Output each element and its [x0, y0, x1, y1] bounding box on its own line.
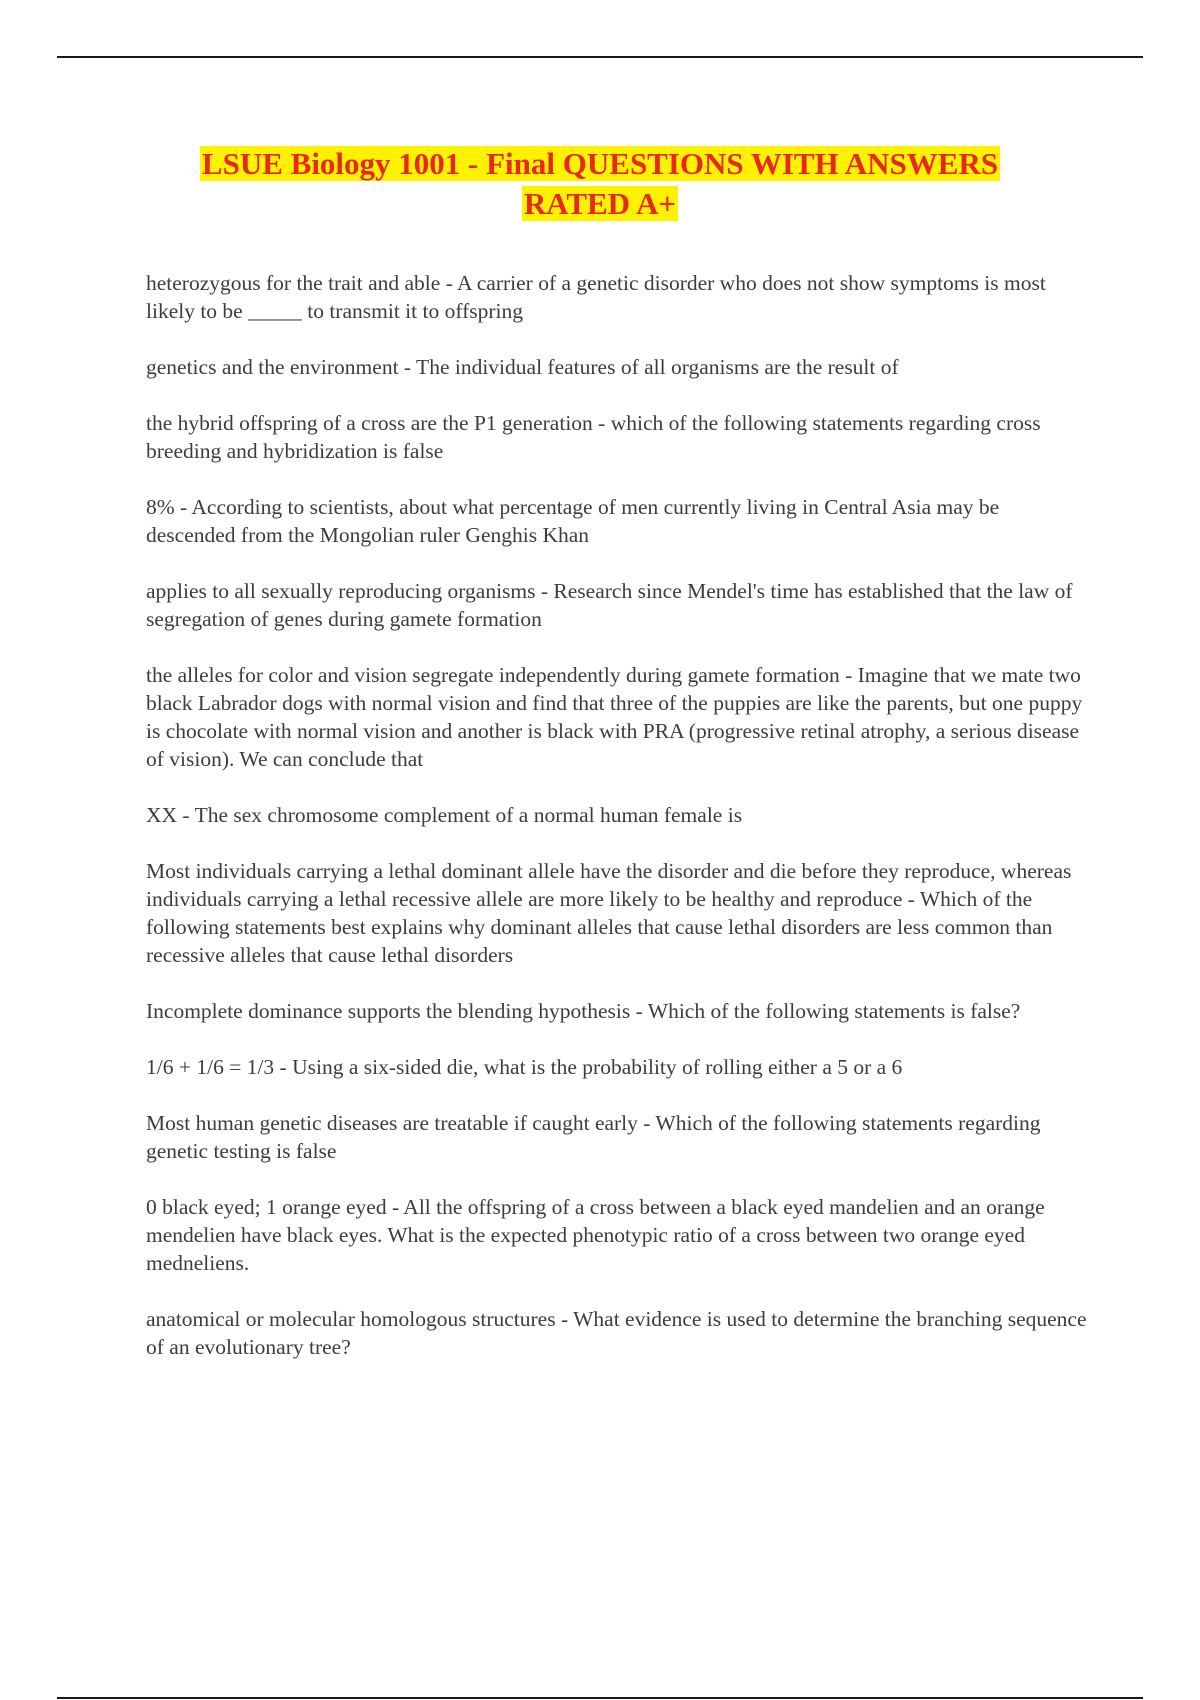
qa-item: Most individuals carrying a lethal dominant allele have the disorder and die before they reproduce, whereas individuals carrying a lethal recessive allele are more likely to be healthy and reproduce - Which of the following statements best explains why dominant alleles that cause lethal disorders are less common than recessive alleles that cause lethal disorders [146, 859, 1072, 967]
footer-rule [57, 1697, 1143, 1699]
qa-item: applies to all sexually reproducing organisms - Research since Mendel's time has established that the law of segregation of genes during gamete formation [146, 579, 1073, 631]
qa-item: heterozygous for the trait and able - A carrier of a genetic disorder who does not show symptoms is most likely to be _____ to transmit it to offspring [146, 271, 1046, 323]
qa-item: the alleles for color and vision segregate independently during gamete formation - Imagine that we mate two black Labrador dogs with normal vision and find that three of the puppies are like the parents, but one puppy is chocolate with normal vision and another is black with PRA (progressive retinal atrophy, a serious disease of vision). We can conclude that [146, 663, 1083, 771]
document-title [100, 144, 1100, 224]
qa-item: Incomplete dominance supports the blending hypothesis - Which of the following statements is false? [146, 999, 1021, 1023]
qa-item: Most human genetic diseases are treatable if caught early - Which of the following statements regarding genetic testing is false [146, 1111, 1041, 1163]
qa-item: 0 black eyed; 1 orange eyed - All the offspring of a cross between a black eyed mandelien and an orange mendelien have black eyes. What is the expected phenotypic ratio of a cross between two orange eyed medneliens. [146, 1195, 1045, 1275]
qa-list [146, 269, 1092, 1361]
qa-item: anatomical or molecular homologous structures - What evidence is used to determine the branching sequence of an evolutionary tree? [146, 1307, 1087, 1359]
qa-item: the hybrid offspring of a cross are the P1 generation - which of the following statements regarding cross breeding and hybridization is false [146, 411, 1041, 463]
title-line-1: LSUE Biology 1001 - Final QUESTIONS WITH ANSWERS [201, 146, 999, 181]
title-line-2: RATED A+ [523, 186, 677, 221]
qa-item: 8% - According to scientists, about what percentage of men currently living in Central Asia may be descended from the Mongolian ruler Genghis Khan [146, 495, 1000, 547]
qa-item: 1/6 + 1/6 = 1/3 - Using a six-sided die, what is the probability of rolling either a 5 or a 6 [146, 1055, 903, 1079]
header-rule [57, 56, 1143, 58]
qa-item: genetics and the environment - The individual features of all organisms are the result of [146, 355, 899, 379]
qa-item: XX - The sex chromosome complement of a normal human female is [146, 803, 743, 827]
